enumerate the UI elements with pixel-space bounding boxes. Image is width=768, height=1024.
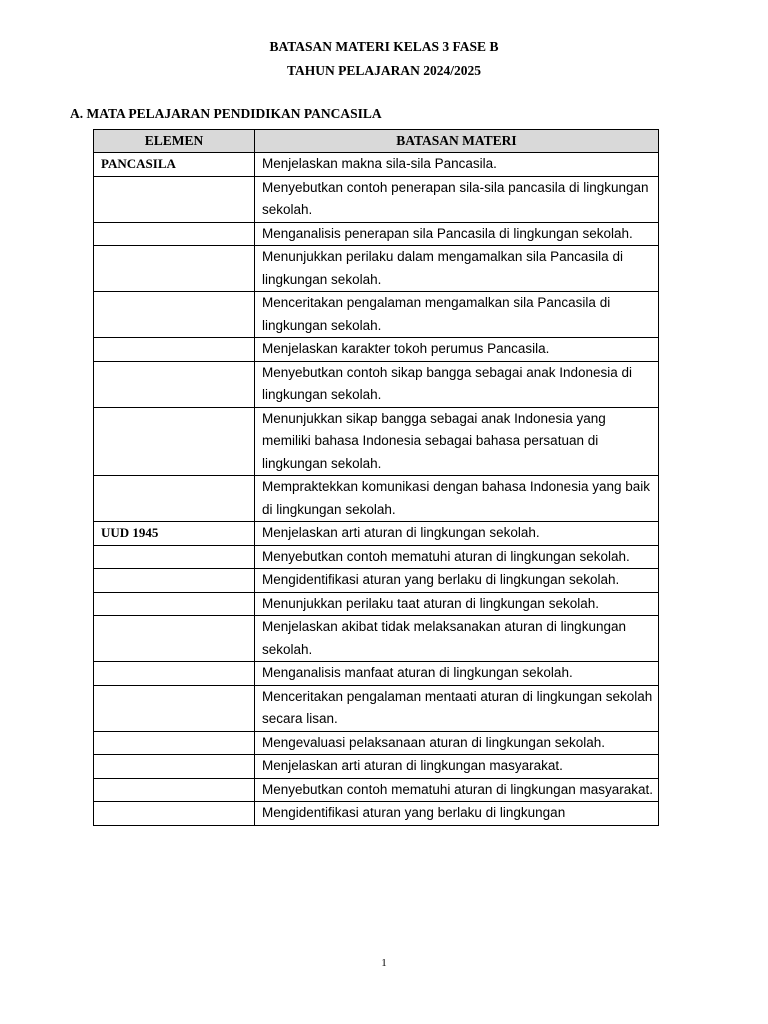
cell-batasan-materi: Menjelaskan akibat tidak melaksanakan aturan di lingkungan sekolah. [255,616,659,662]
cell-elemen [94,545,255,569]
header-batasan-materi: BATASAN MATERI [255,130,659,153]
cell-batasan-materi: Mengidentifikasi aturan yang berlaku di lingkungan [255,802,659,826]
cell-batasan-materi: Menjelaskan karakter tokoh perumus Pancasila. [255,338,659,362]
table-row [94,246,659,292]
cell-batasan-materi: Menceritakan pengalaman mentaati aturan di lingkungan sekolah secara lisan. [255,685,659,731]
table-row [94,731,659,755]
cell-batasan-materi: Menunjukkan sikap bangga sebagai anak Indonesia yang memiliki bahasa Indonesia sebagai bahasa persatuan di lingkungan sekolah. [255,407,659,476]
cell-batasan-materi: Menganalisis penerapan sila Pancasila di lingkungan sekolah. [255,222,659,246]
document-title: BATASAN MATERI KELAS 3 FASE B [269,39,499,54]
cell-elemen: UUD 1945 [94,522,255,546]
cell-elemen [94,592,255,616]
cell-elemen [94,176,255,222]
table-row [94,592,659,616]
cell-elemen [94,731,255,755]
table-row [94,755,659,779]
table-row [94,176,659,222]
document-subtitle: TAHUN PELAJARAN 2024/2025 [286,63,481,78]
cell-batasan-materi: Mengevaluasi pelaksanaan aturan di lingkungan sekolah. [255,731,659,755]
cell-elemen: PANCASILA [94,153,255,177]
materi-table [93,129,659,826]
cell-batasan-materi: Menceritakan pengalaman mengamalkan sila Pancasila di lingkungan sekolah. [255,292,659,338]
cell-elemen [94,685,255,731]
header-elemen: ELEMEN [94,130,255,153]
cell-batasan-materi: Menyebutkan contoh mematuhi aturan di lingkungan masyarakat. [255,778,659,802]
cell-elemen [94,662,255,686]
cell-batasan-materi: Menyebutkan contoh penerapan sila-sila pancasila di lingkungan sekolah. [255,176,659,222]
table-row [94,522,659,546]
cell-batasan-materi: Menjelaskan arti aturan di lingkungan masyarakat. [255,755,659,779]
cell-elemen [94,246,255,292]
table-row [94,778,659,802]
cell-batasan-materi: Mengidentifikasi aturan yang berlaku di lingkungan sekolah. [255,569,659,593]
table-row [94,662,659,686]
table-row [94,292,659,338]
section-heading: A. MATA PELAJARAN PENDIDIKAN PANCASILA [70,106,382,121]
cell-elemen [94,778,255,802]
table-row [94,338,659,362]
table-row [94,361,659,407]
cell-elemen [94,292,255,338]
table-row [94,802,659,826]
table-row [94,616,659,662]
cell-elemen [94,755,255,779]
table-row [94,545,659,569]
cell-batasan-materi: Menyebutkan contoh mematuhi aturan di lingkungan sekolah. [255,545,659,569]
table-row [94,569,659,593]
cell-batasan-materi: Menjelaskan arti aturan di lingkungan sekolah. [255,522,659,546]
page-number: 1 [381,957,387,969]
table-row [94,476,659,522]
table-header-row [94,130,659,153]
table-row [94,222,659,246]
cell-elemen [94,569,255,593]
cell-elemen [94,476,255,522]
cell-batasan-materi: Menunjukkan perilaku taat aturan di lingkungan sekolah. [255,592,659,616]
cell-batasan-materi: Menjelaskan makna sila-sila Pancasila. [255,153,659,177]
table-row [94,685,659,731]
cell-batasan-materi: Menyebutkan contoh sikap bangga sebagai anak Indonesia di lingkungan sekolah. [255,361,659,407]
cell-elemen [94,338,255,362]
cell-batasan-materi: Menganalisis manfaat aturan di lingkungan sekolah. [255,662,659,686]
cell-elemen [94,361,255,407]
table-row [94,407,659,476]
cell-batasan-materi: Menunjukkan perilaku dalam mengamalkan sila Pancasila di lingkungan sekolah. [255,246,659,292]
cell-elemen [94,616,255,662]
table-row [94,153,659,177]
cell-elemen [94,407,255,476]
table-body [94,153,659,826]
cell-batasan-materi: Mempraktekkan komunikasi dengan bahasa Indonesia yang baik di lingkungan sekolah. [255,476,659,522]
cell-elemen [94,222,255,246]
cell-elemen [94,802,255,826]
